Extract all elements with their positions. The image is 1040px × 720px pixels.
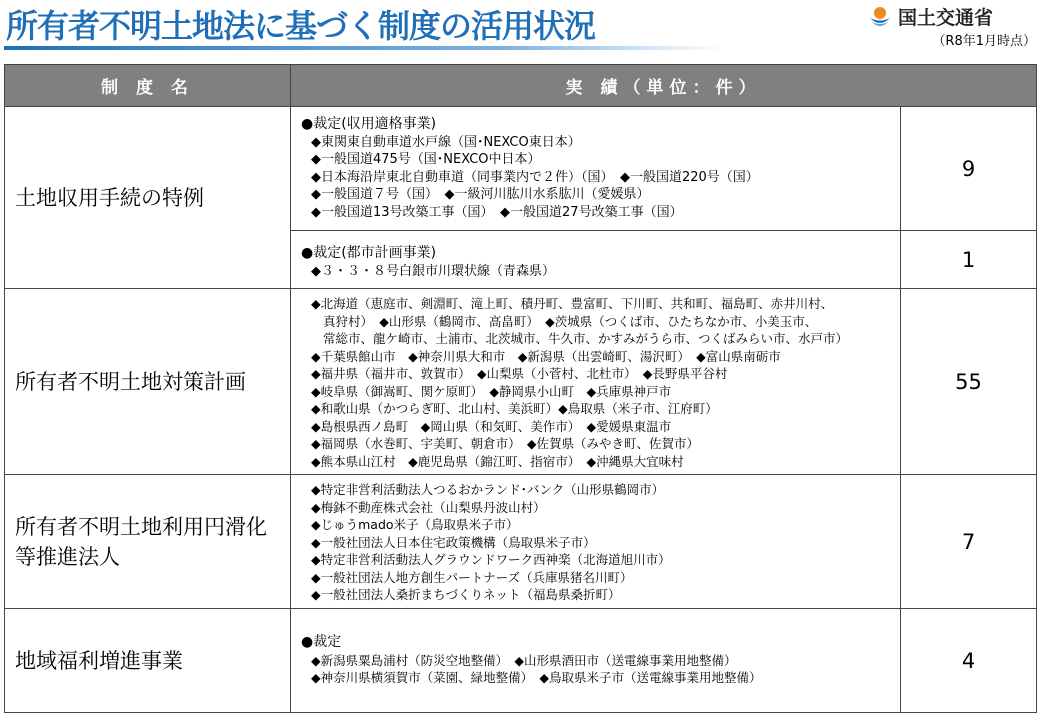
detail-line: ◆梅鉢不動産株式会社（山梨県丹波山村） xyxy=(311,499,546,515)
detail-line: ◆特定非営利活動法人グラウンドワーク西神楽（北海道旭川市） xyxy=(311,552,671,568)
detail-line: ◆一般国道13号改築工事（国） ◆一般国道27号改築工事（国） xyxy=(311,204,683,220)
detail-heading: ●裁定(都市計画事業) xyxy=(301,245,437,261)
detail-line: ◆千葉県館山市 ◆神奈川県大和市 ◆新潟県（出雲崎町、湯沢町） ◆富山県南砺市 xyxy=(311,348,781,364)
detail-line: 真狩村） ◆山形県（鶴岡市、高畠町） ◆茨城県（つくば市、ひたちなか市、小美玉市、 xyxy=(323,313,818,329)
mlit-logo-icon xyxy=(868,4,892,28)
detail-line: ◆じゅうmado米子（鳥取県米子市） xyxy=(311,517,519,533)
result-count: 1 xyxy=(901,231,1037,289)
detail-line: 常総市、龍ケ崎市、土浦市、北茨城市、牛久市、かすみがうら市、つくばみらい市、水戸市） xyxy=(323,331,849,346)
detail-heading: ●裁定(収用適格事業) xyxy=(301,116,437,132)
table-row xyxy=(5,475,1037,609)
results-detail xyxy=(291,107,901,231)
results-detail xyxy=(291,609,901,713)
table-row xyxy=(5,289,1037,475)
system-name: 土地収用手続の特例 xyxy=(5,107,291,289)
detail-heading: ●裁定 xyxy=(301,634,342,651)
detail-line: ◆島根県西ノ島町 ◆岡山県（和気町、美作市） ◆愛媛県東温市 xyxy=(311,418,672,434)
date-note: （R8年1月時点） xyxy=(932,34,1036,49)
system-name xyxy=(5,475,291,609)
detail-line: ◆一般社団法人桑折まちづくりネット（福島県桑折町） xyxy=(311,587,621,603)
detail-line: ◆福井県（福井市、敦賀市） ◆山梨県（小菅村、北杜市） ◆長野県平谷村 xyxy=(311,366,728,381)
detail-line: ◆北海道（恵庭市、剣淵町、滝上町、積丹町、豊富町、下川町、共和町、福島町、赤井川村、 xyxy=(311,296,834,311)
result-count: 4 xyxy=(901,609,1037,713)
detail-line: ◆一般国道475号（国･NEXCO中日本） xyxy=(311,152,541,167)
result-count: 9 xyxy=(901,107,1037,231)
result-count: 7 xyxy=(901,475,1037,609)
results-detail xyxy=(291,289,901,475)
detail-line: ◆一般国道７号（国） ◆一級河川肱川水系肱川（愛媛県） xyxy=(311,187,650,202)
system-name-line: 等推進法人 xyxy=(15,544,120,569)
table-row xyxy=(5,107,1037,231)
table-row xyxy=(5,609,1037,713)
ministry-logo xyxy=(868,2,1036,30)
page-title: 所有者不明土地法に基づく制度の活用状況 xyxy=(6,7,596,45)
system-name: 地域福利増進事業 xyxy=(5,609,291,713)
result-count: 55 xyxy=(901,289,1037,475)
detail-line: ◆神奈川県横須賀市（菜園、緑地整備） ◆鳥取県米子市（送電線事業用地整備） xyxy=(311,670,762,686)
detail-line: ◆日本海沿岸東北自動車道（同事業内で２件）（国） ◆一般国道220号（国） xyxy=(311,169,759,185)
detail-line: ◆和歌山県（かつらぎ町、北山村、美浜町）◆鳥取県（米子市、江府町） xyxy=(311,401,718,416)
detail-line: ◆東関東自動車道水戸線（国･NEXCO東日本） xyxy=(311,134,581,150)
results-table xyxy=(4,64,1037,713)
column-header-results: 実 績（単位：件） xyxy=(291,65,1037,107)
detail-line: ◆一般社団法人地方創生パートナーズ（兵庫県猪名川町） xyxy=(311,569,633,585)
table-header-row xyxy=(5,65,1037,107)
detail-line: ◆特定非営利活動法人つるおかランド･バンク（山形県鶴岡市） xyxy=(311,482,665,498)
title-underline xyxy=(4,46,724,50)
detail-line: ◆３・３・８号白銀市川環状線（青森県） xyxy=(311,263,555,279)
results-detail xyxy=(291,475,901,609)
results-detail xyxy=(291,231,901,289)
system-name: 所有者不明土地対策計画 xyxy=(5,289,291,475)
detail-line: ◆一般社団法人日本住宅政策機構（鳥取県米子市） xyxy=(311,534,596,550)
detail-line: ◆熊本県山江村 ◆鹿児島県（錦江町、指宿市） ◆沖縄県大宜味村 xyxy=(311,453,684,469)
system-name-line: 所有者不明土地利用円滑化 xyxy=(15,514,267,539)
detail-line: ◆新潟県粟島浦村（防災空地整備） ◆山形県酒田市（送電線事業用地整備） xyxy=(311,652,737,668)
ministry-name: 国土交通省 xyxy=(898,6,994,29)
detail-line: ◆岐阜県（御嵩町、関ケ原町） ◆静岡県小山町 ◆兵庫県神戸市 xyxy=(311,383,672,399)
detail-line: ◆福岡県（水巻町、宇美町、朝倉市） ◆佐賀県（みやき町、佐賀市） xyxy=(311,436,699,451)
column-header-system: 制 度 名 xyxy=(5,65,291,107)
